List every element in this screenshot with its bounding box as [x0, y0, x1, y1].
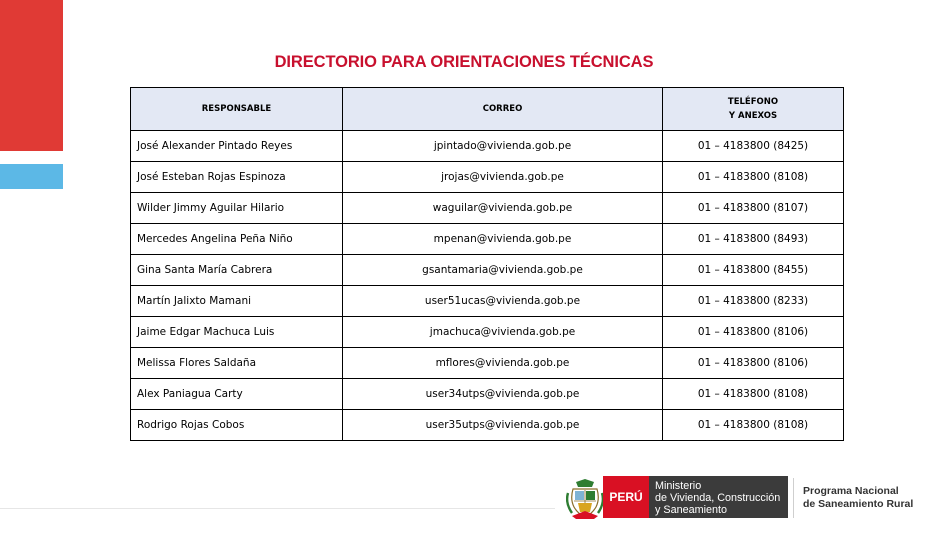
cell-correo: mpenan@vivienda.gob.pe	[343, 224, 663, 255]
cell-telefono: 01 – 4183800 (8108)	[663, 410, 844, 441]
header-correo: CORREO	[343, 88, 663, 131]
ministerio-logo	[649, 476, 788, 518]
cell-responsable: Wilder Jimmy Aguilar Hilario	[131, 193, 343, 224]
cell-telefono: 01 – 4183800 (8107)	[663, 193, 844, 224]
programa-line: Programa Nacional	[803, 485, 899, 497]
ministerio-line: y Saneamiento	[655, 504, 728, 516]
ministerio-line: de Vivienda, Construcción	[655, 492, 781, 504]
header-telefono	[663, 88, 844, 131]
header-responsable: RESPONSABLE	[131, 88, 343, 131]
cell-telefono: 01 – 4183800 (8455)	[663, 255, 844, 286]
table-row	[131, 317, 844, 348]
cell-correo: gsantamaria@vivienda.gob.pe	[343, 255, 663, 286]
cell-telefono: 01 – 4183800 (8108)	[663, 162, 844, 193]
header-telefono-line1: TELÉFONO	[727, 97, 779, 107]
cell-telefono: 01 – 4183800 (8493)	[663, 224, 844, 255]
red-accent-bar	[0, 0, 63, 151]
peru-logo: PERÚ	[603, 476, 649, 518]
cell-correo: jrojas@vivienda.gob.pe	[343, 162, 663, 193]
cell-responsable: Alex Paniagua Carty	[131, 379, 343, 410]
cell-correo: jpintado@vivienda.gob.pe	[343, 131, 663, 162]
cell-telefono: 01 – 4183800 (8108)	[663, 379, 844, 410]
table-row	[131, 255, 844, 286]
cell-responsable: Rodrigo Rojas Cobos	[131, 410, 343, 441]
programa-line: de Saneamiento Rural	[803, 498, 914, 510]
blue-accent-bar	[0, 164, 63, 189]
page-title: DIRECTORIO PARA ORIENTACIONES TÉCNICAS	[274, 53, 654, 71]
ministerio-line: Ministerio	[655, 480, 702, 492]
cell-correo: user51ucas@vivienda.gob.pe	[343, 286, 663, 317]
table-row	[131, 224, 844, 255]
cell-telefono: 01 – 4183800 (8233)	[663, 286, 844, 317]
directory-table	[130, 87, 844, 441]
cell-correo: jmachuca@vivienda.gob.pe	[343, 317, 663, 348]
coat-of-arms-icon	[566, 479, 604, 519]
table-row	[131, 162, 844, 193]
cell-correo: mflores@vivienda.gob.pe	[343, 348, 663, 379]
table-row	[131, 410, 844, 441]
cell-responsable: Mercedes Angelina Peña Niño	[131, 224, 343, 255]
header-telefono-line2: Y ANEXOS	[728, 111, 778, 121]
table-row	[131, 348, 844, 379]
table-row	[131, 379, 844, 410]
cell-telefono: 01 – 4183800 (8425)	[663, 131, 844, 162]
table-row	[131, 131, 844, 162]
table-row	[131, 286, 844, 317]
cell-correo: user35utps@vivienda.gob.pe	[343, 410, 663, 441]
footer-divider	[0, 508, 555, 509]
cell-telefono: 01 – 4183800 (8106)	[663, 317, 844, 348]
cell-correo: waguilar@vivienda.gob.pe	[343, 193, 663, 224]
cell-correo: user34utps@vivienda.gob.pe	[343, 379, 663, 410]
table-row	[131, 193, 844, 224]
cell-responsable: Martín Jalixto Mamani	[131, 286, 343, 317]
cell-responsable: Jaime Edgar Machuca Luis	[131, 317, 343, 348]
cell-telefono: 01 – 4183800 (8106)	[663, 348, 844, 379]
cell-responsable: José Esteban Rojas Espinoza	[131, 162, 343, 193]
cell-responsable: Gina Santa María Cabrera	[131, 255, 343, 286]
cell-responsable: Melissa Flores Saldaña	[131, 348, 343, 379]
programa-logo	[793, 478, 913, 518]
cell-responsable: José Alexander Pintado Reyes	[131, 131, 343, 162]
table-header-row	[131, 88, 844, 131]
